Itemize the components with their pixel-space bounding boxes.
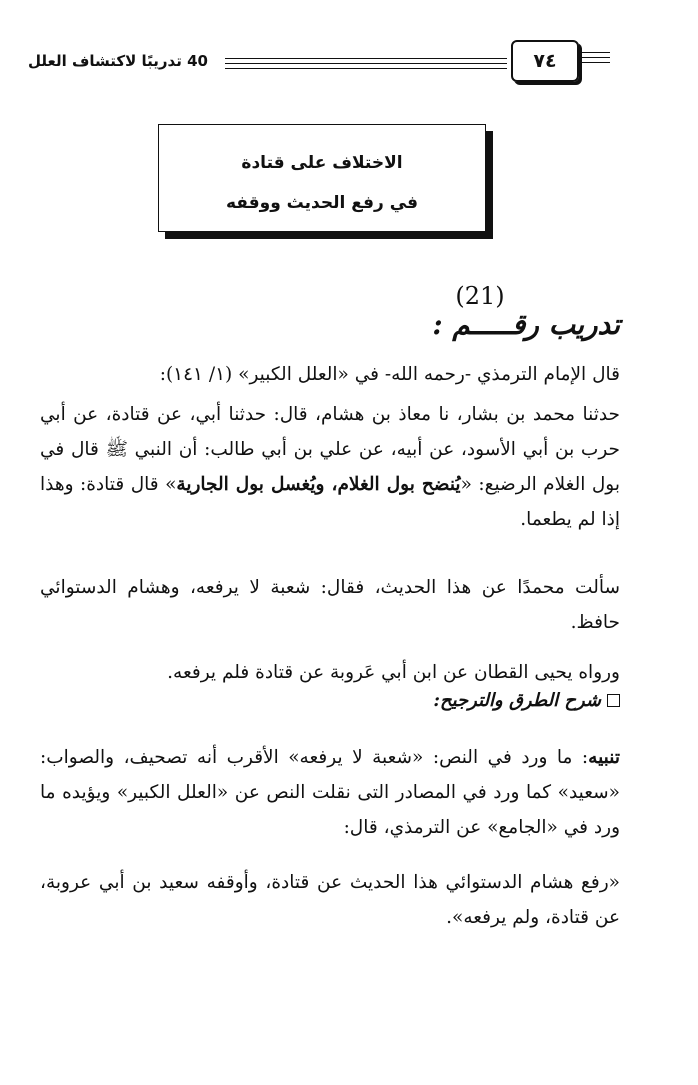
paragraph: ورواه يحيى القطان عن ابن أبي عَروبة عن قتادة فلم يرفعه. (167, 662, 620, 683)
paragraph: سألت محمدًا عن هذا الحديث، فقال: شعبة لا يرفعه، وهشام الدستوائي حافظ. (40, 577, 620, 633)
exercise-number: (21) (455, 282, 505, 310)
header-rule (580, 57, 610, 58)
section-heading-text: شرح الطرق والترجيح: (433, 690, 601, 711)
paragraph: «رفع هشام الدستوائي هذا الحديث عن قتادة، وأوقفه سعيد بن أبي عروبة، عن قتادة، ولم يرفعه». (40, 872, 620, 928)
header-rule (225, 68, 507, 69)
hadith-text: يُنضح بول الغلام، ويُغسل بول الجارية (176, 474, 461, 495)
checkbox-icon (607, 694, 620, 707)
isnad-text: حدثنا محمد بن بشار، نا معاذ بن هشام، قال: حدثنا أبي، عن قتادة، عن أبي حرب بن أبي الأسود، عن أبيه، عن علي بن أبي طالب: أن النبي ﷺ قال في بول الغلام الرضيع: « (40, 404, 620, 495)
paragraph (40, 397, 620, 537)
running-header-title: 40 تدريبًا لاكتشاف العلل (28, 52, 208, 70)
chapter-title-line: الاختلاف على قتادة (241, 153, 403, 173)
header-rule (580, 62, 610, 63)
paragraph (40, 740, 620, 845)
note-label: تنبيه (588, 747, 620, 768)
header-rule (225, 58, 507, 59)
header-rule (225, 63, 507, 64)
paragraph-text: » قال قتادة: وهذا إذا لم يطعما. (40, 474, 620, 530)
chapter-title-line: في رفع الحديث ووقفه (225, 193, 419, 213)
header-rule (580, 52, 610, 53)
exercise-heading: تدريب رقـــــم : (432, 308, 620, 341)
page-number: ٧٤ (511, 40, 579, 82)
chapter-title-box (158, 124, 486, 232)
paragraph-text: : ما ورد في النص: «شعبة لا يرفعه» الأقرب أنه تصحيف، والصواب: «سعيد» كما ورد في المصادر التى نقلت النص عن «العلل الكبير» ويؤيده ما ورد في «الجامع» عن الترمذي، قال: (40, 747, 620, 838)
section-heading (300, 690, 620, 711)
paragraph: قال الإمام الترمذي -رحمه الله- في «العلل الكبير» (١/ ١٤١): (159, 364, 620, 385)
